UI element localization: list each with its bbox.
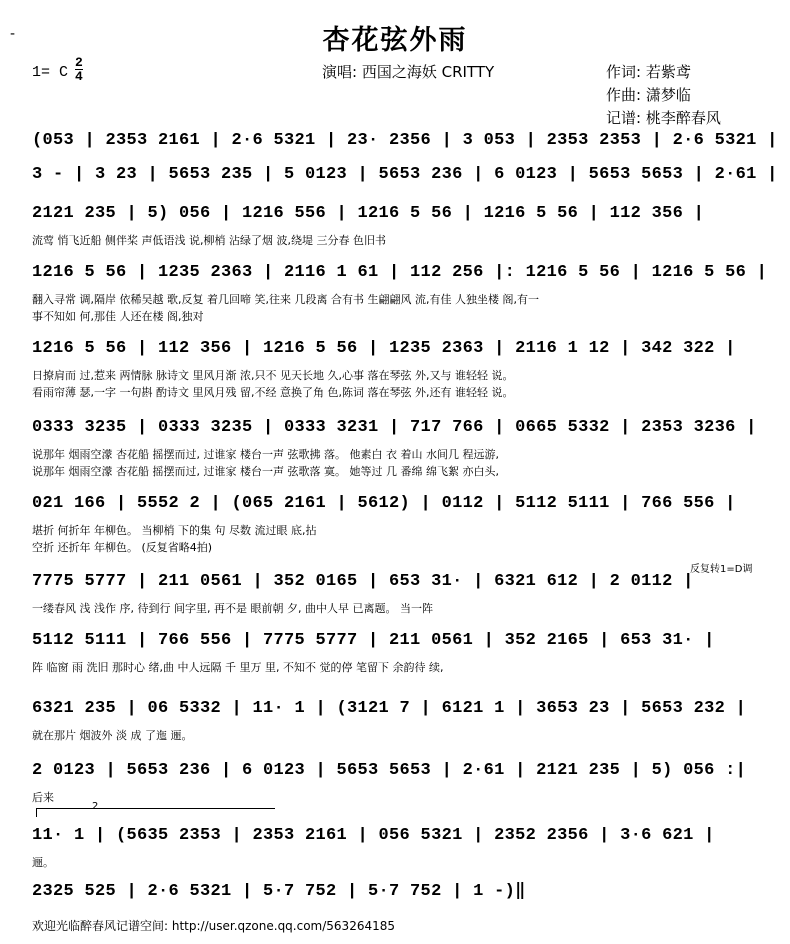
- notation-line: 5112 5111 | 766 556 | 7775 5777 | 211 0561 | 352 2165 | 653 31· |: [32, 631, 715, 650]
- notation-line: 2121 235 | 5) 056 | 1216 556 | 1216 5 56 | 1216 5 56 | 112 356 |: [32, 204, 705, 223]
- lyricist-credit: 作词: 若紫鸢: [606, 63, 691, 81]
- composer-credit: 作曲: 潇梦临: [606, 86, 691, 104]
- lyric-line: 说那年 烟雨空濛 杏花船 摇摆而过, 过谁家 楼台一声 弦歌拂 落。 他素白 衣 着山 水间几 程远游,: [32, 448, 499, 461]
- lyric-line: 就在那片 烟波外 淡 成 了迤 逦。: [32, 729, 193, 742]
- notation-line: 2 0123 | 5653 236 | 6 0123 | 5653 5653 | 2·61 | 2121 235 | 5) 056 :|: [32, 761, 747, 780]
- lyric-line-2: 说那年 烟雨空濛 杏花船 摇摆而过, 过谁家 楼台一声 弦歌落 寞。 她等过 几 番绵 绵飞絮 亦白头,: [32, 465, 499, 478]
- modulation-note: 反复转1=D调: [690, 564, 753, 575]
- notation-line: 2325 525 | 2·6 5321 | 5·7 752 | 5·7 752 | 1 -)‖: [32, 882, 526, 901]
- lyric-line: 一缕春风 浅 浅作 序, 待到行 间字里, 再不是 眼前朝 夕, 曲中人早 已离题。 当一阵: [32, 602, 433, 615]
- lyric-line-2: 空折 还折年 年柳色。 (反复省略4拍): [32, 541, 213, 554]
- lyric-line: 流莺 悄飞近船 侧伴桨 声低语浅 说,柳梢 沾绿了烟 波,绕堤 三分春 色旧书: [32, 234, 386, 247]
- volta-bracket: [36, 808, 275, 817]
- lyric-line: 日撩肩而 过,惹来 两情脉 脉诗文 里风月渐 浓,只不 见天长地 久,心事 落在琴弦 外,又与 谁轻轻 说。: [32, 369, 514, 382]
- notation-line: 021 166 | 5552 2 | (065 2161 | 5612) | 0112 | 5112 5111 | 766 556 |: [32, 494, 736, 513]
- notation-line: 6321 235 | 06 5332 | 11· 1 | (3121 7 | 6121 1 | 3653 23 | 5653 232 |: [32, 699, 747, 718]
- time-signature: [75, 56, 83, 83]
- time-signature-bottom: 4: [75, 69, 83, 84]
- time-signature-top: 2: [75, 55, 83, 70]
- notation-line: 1216 5 56 | 112 356 | 1216 5 56 | 1235 2363 | 2116 1 12 | 342 322 |: [32, 339, 736, 358]
- notation-line: 0333 3235 | 0333 3235 | 0333 3231 | 717 766 | 0665 5332 | 2353 3236 |: [32, 418, 757, 437]
- lyric-line-2: 看雨帘薄 瑟,一字 一句斟 酌诗文 里风月残 留,不经 意换了角 色,陈词 落在琴弦 外,还有 谁轻轻 说。: [32, 386, 514, 399]
- singer-credit: 演唱: 西国之海妖 CRITTY: [322, 63, 495, 81]
- lyric-line-2: 事不知如 何,那佳 人还在楼 阁,独对: [32, 310, 204, 323]
- volta-number: 2: [92, 801, 99, 812]
- song-title: 杏花弦外雨: [322, 25, 468, 56]
- footer-credit: 欢迎光临醉春风记谱空间: http://user.qzone.qq.com/563264185: [32, 919, 396, 933]
- notation-line: (053 | 2353 2161 | 2·6 5321 | 23· 2356 | 3 053 | 2353 2353 | 2·6 5321 |: [32, 131, 778, 150]
- notation-line: 7775 5777 | 211 0561 | 352 0165 | 653 31· | 6321 612 | 2 0112 |: [32, 572, 694, 591]
- notation-line: 1216 5 56 | 1235 2363 | 2116 1 61 | 112 256 |: 1216 5 56 | 1216 5 56 |: [32, 263, 768, 282]
- lyric-line: 逦。: [32, 856, 54, 869]
- corner-dash: -: [10, 26, 16, 42]
- lyric-line: 翻入寻常 调,隔岸 依稀吴越 歌,反复 着几回啼 笑,往来 几段离 合有书 生翩翩风 流,有佳 人独坐楼 阁,有一: [32, 293, 539, 306]
- notation-line: 3 - | 3 23 | 5653 235 | 5 0123 | 5653 236 | 6 0123 | 5653 5653 | 2·61 |: [32, 165, 778, 184]
- lyric-line: 后来: [32, 791, 54, 804]
- notation-line: 11· 1 | (5635 2353 | 2353 2161 | 056 5321 | 2352 2356 | 3·6 621 |: [32, 826, 715, 845]
- key-signature: 1= C: [32, 64, 69, 81]
- lyric-line: 阵 临窗 雨 洗旧 那时心 绪,曲 中人远隔 千 里万 里, 不知不 觉的停 笔留下 余韵待 续,: [32, 661, 444, 674]
- lyric-line: 堪折 何折年 年柳色。 当柳梢 下的集 句 尽数 流过眼 底,拈: [32, 524, 317, 537]
- transcriber-credit: 记谱: 桃李醉春风: [606, 109, 721, 127]
